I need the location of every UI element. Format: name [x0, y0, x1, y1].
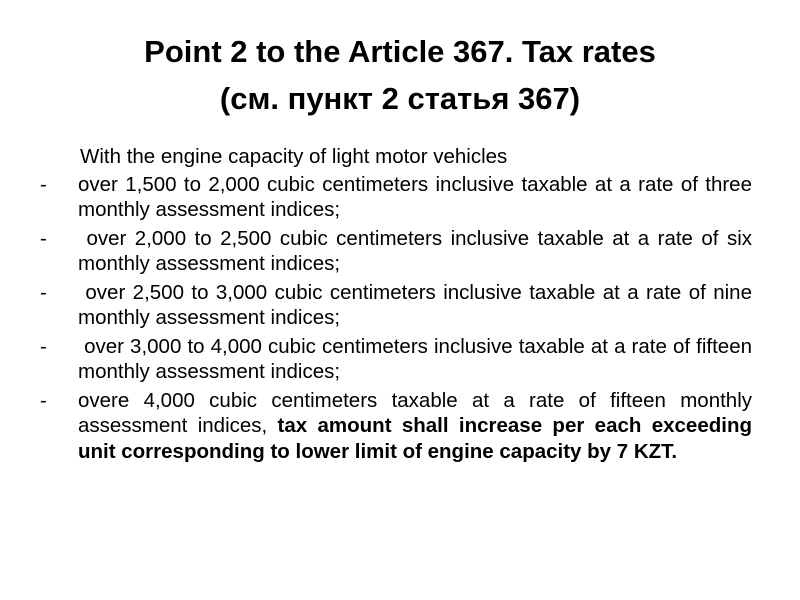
list-item-text: over 1,500 to 2,000 cubic centimeters inclusive taxable at a rate of three monthly assessment indices; [78, 172, 752, 221]
list-item-text: over 2,000 to 2,500 cubic centimeters inclusive taxable at a rate of six monthly assessment indices; [78, 226, 758, 275]
dash-bullet: - [40, 280, 47, 304]
list-item [40, 334, 758, 385]
intro-text: With the engine capacity of light motor vehicles [80, 145, 508, 168]
list-item-text: over 2,500 to 3,000 cubic centimeters inclusive taxable at a rate of nine monthly assessment indices; [78, 280, 758, 329]
list-item [40, 388, 758, 465]
slide-body [40, 144, 758, 467]
dash-bullet: - [40, 172, 47, 196]
title-line-1: Point 2 to the Article 367. Tax rates [144, 34, 656, 69]
slide-title [40, 28, 760, 122]
dash-bullet: - [40, 388, 47, 412]
list-item-text: overe 4,000 cubic centimeters taxable at a rate of fifteen monthly assessment indices, [78, 388, 758, 437]
list-item [40, 226, 758, 277]
dash-bullet: - [40, 334, 47, 358]
list-item [40, 172, 752, 223]
title-line-2: (см. пункт 2 статья 367) [219, 81, 581, 116]
list-item [40, 280, 758, 331]
list-item-text: over 3,000 to 4,000 cubic centimeters inclusive taxable at a rate of fifteen monthly assessment indices; [78, 334, 758, 383]
dash-bullet: - [40, 226, 47, 250]
list-item-bold-text: tax amount shall increase per each exceeding unit corresponding to lower limit of engine capacity by 7 KZT. [78, 414, 752, 463]
